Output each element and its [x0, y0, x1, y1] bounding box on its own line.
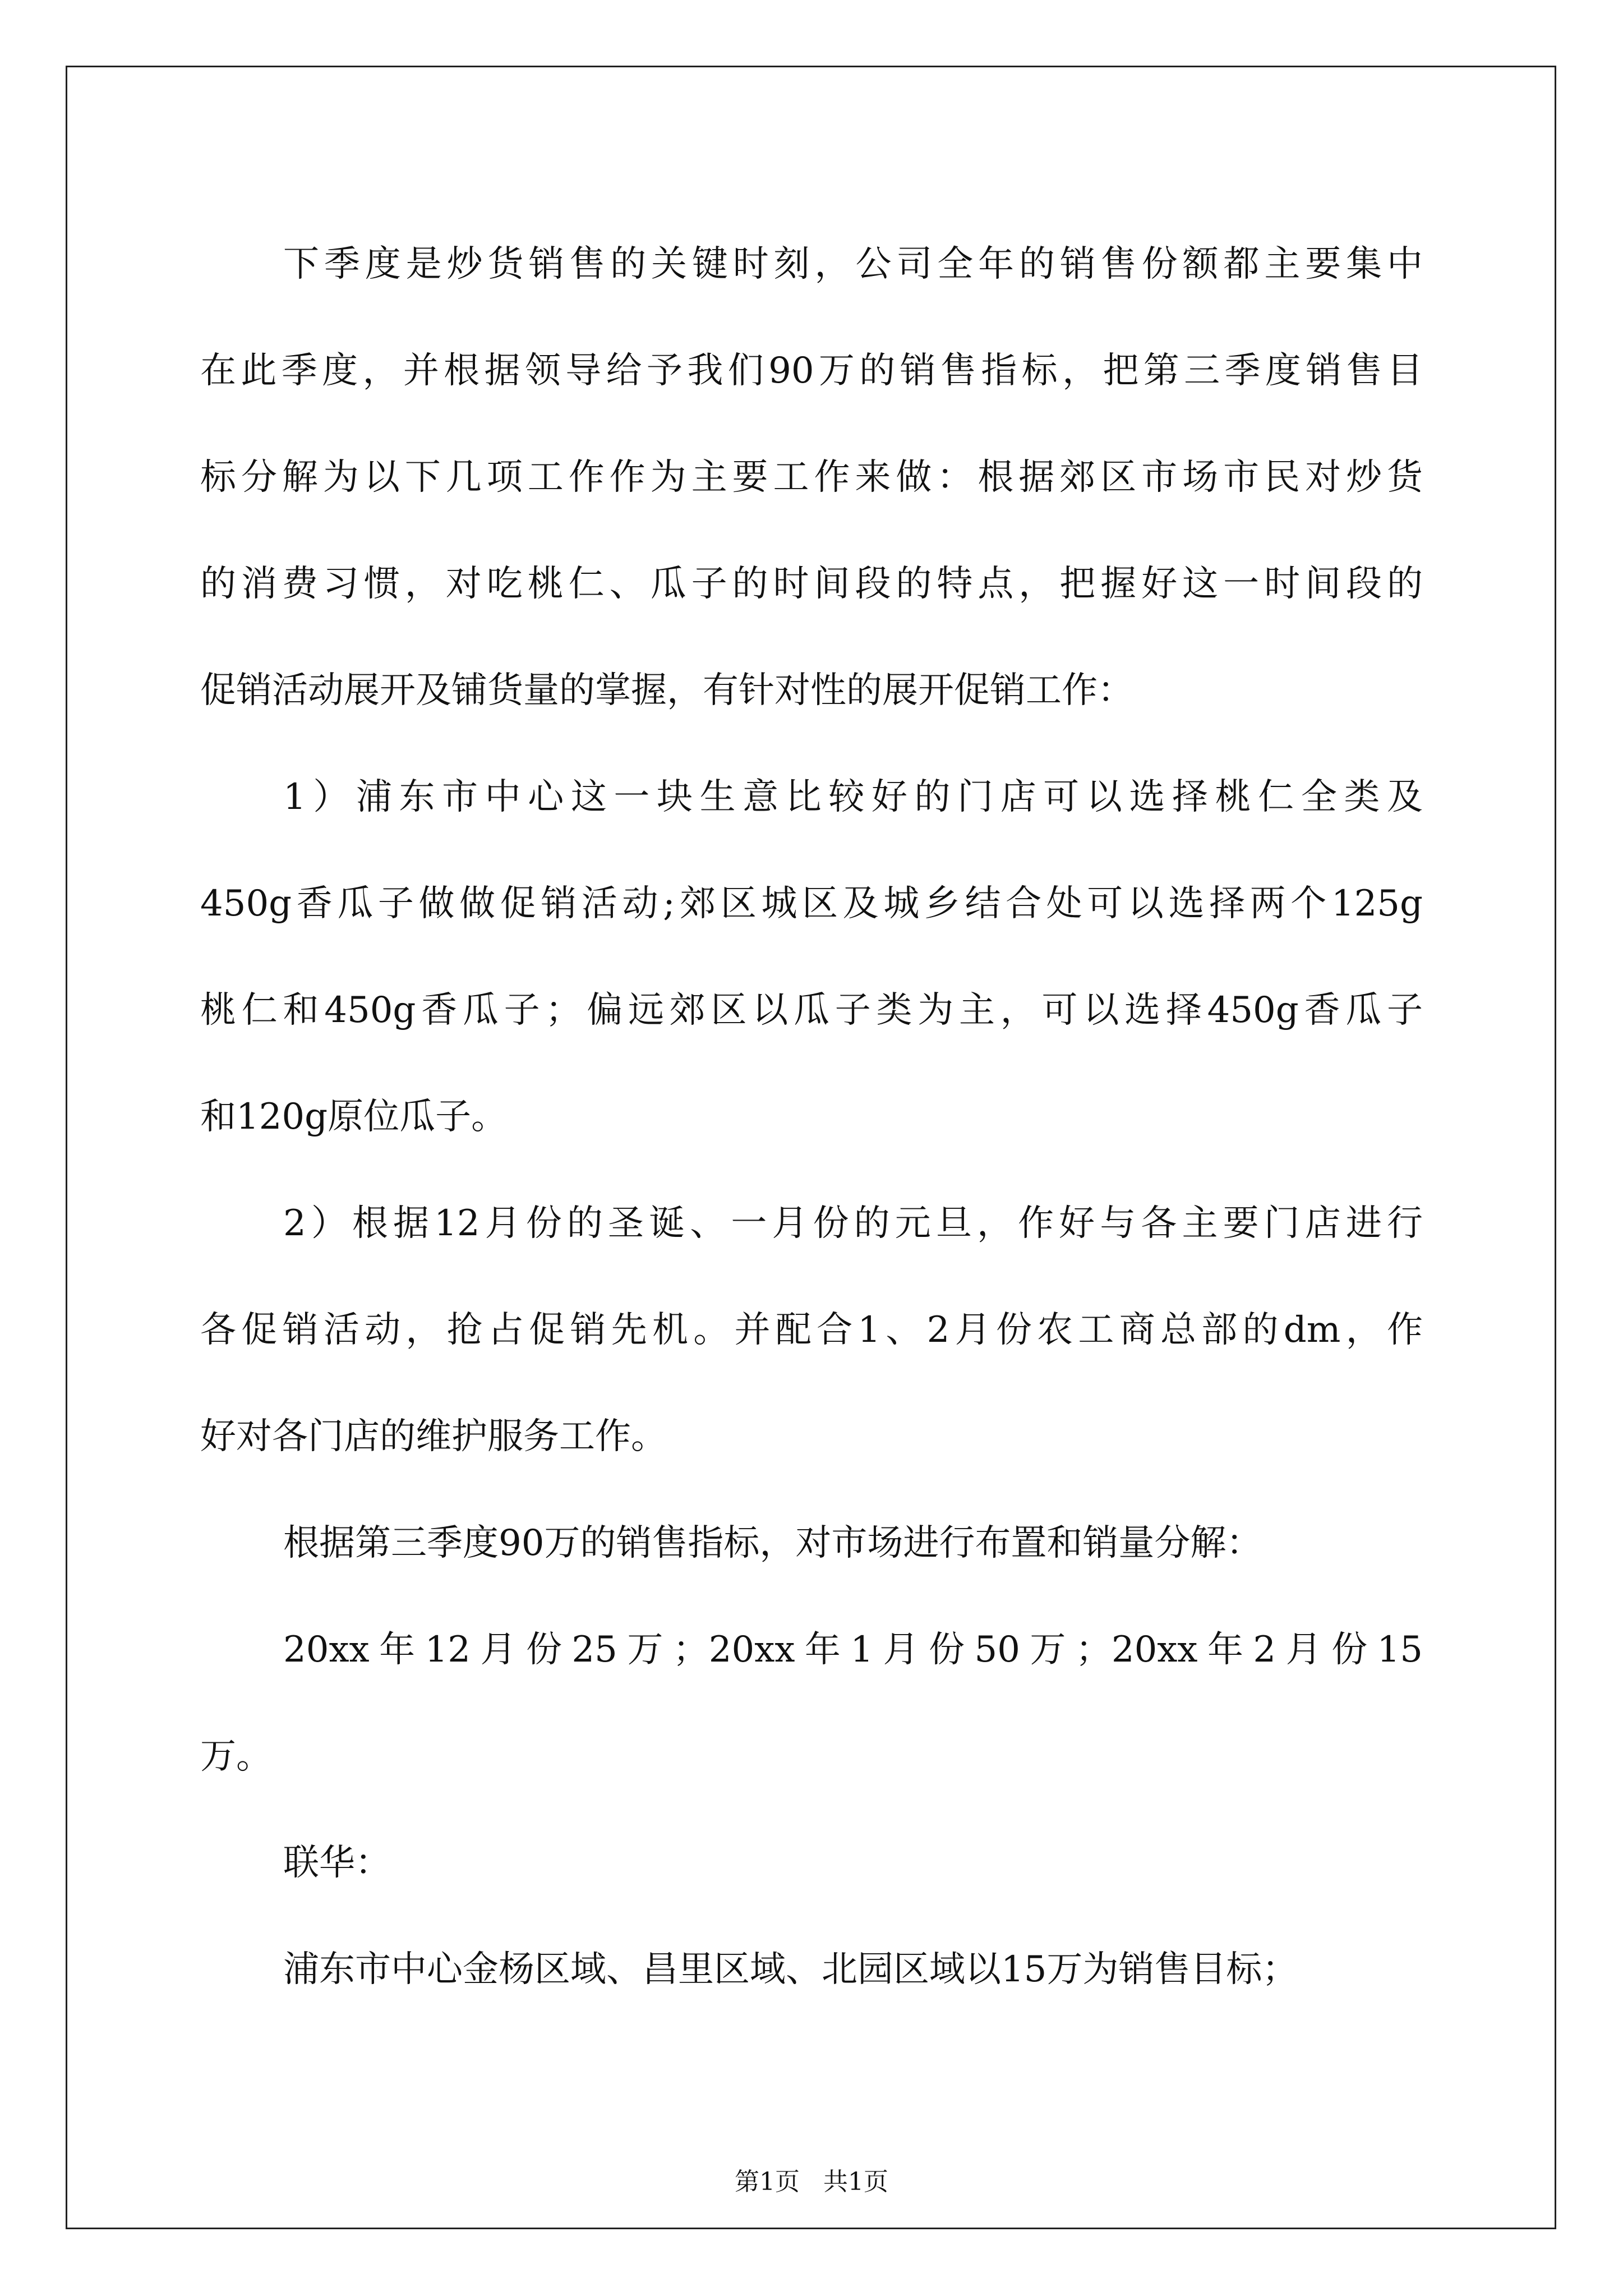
text-line: 好对各门店的维护服务工作。: [200, 1416, 667, 1457]
text-line: 标分解为以下几项工作作为主要工作来做：根据郊区市场市民对炒货: [200, 457, 1423, 498]
text-line: 的消费习惯，对吃桃仁、瓜子的时间段的特点，把握好这一时间段的: [200, 563, 1423, 605]
document-body: [200, 211, 1423, 2023]
text-line: 20xx年12月份25万；20xx年1月份50万；20xx年2月份15: [283, 1629, 1423, 1671]
text-line: 浦东市中心金杨区域、昌里区域、北园区域以15万为销售目标；: [283, 1949, 1298, 1990]
text-line: 2）根据12月份的圣诞、一月份的元旦，作好与各主要门店进行: [283, 1203, 1423, 1244]
text-line: 1）浦东市中心这一块生意比较好的门店可以选择桃仁全类及: [283, 776, 1423, 818]
text-line: 和120g原位瓜子。: [200, 1096, 508, 1138]
text-line: 联华：: [283, 1842, 391, 1884]
text-line: 根据第三季度90万的销售指标，对市场进行布置和销量分解：: [283, 1522, 1262, 1564]
text-line: 万。: [200, 1736, 272, 1777]
text-line: 下季度是炒货销售的关键时刻，公司全年的销售份额都主要集中: [283, 243, 1423, 285]
text-line: 在此季度，并根据领导给予我们90万的销售指标，把第三季度销售目: [200, 350, 1423, 392]
page-number-footer: 第1页 共1页: [735, 2168, 888, 2196]
text-line: 促销活动展开及铺货量的掌握，有针对性的展开促销工作：: [200, 670, 1133, 711]
text-line: 桃仁和450g香瓜子；偏远郊区以瓜子类为主，可以选择450g香瓜子: [200, 990, 1423, 1031]
text-line: 450g香瓜子做做促销活动;郊区城区及城乡结合处可以选择两个125g: [200, 883, 1423, 924]
text-line: 各促销活动，抢占促销先机。并配合1、2月份农工商总部的dm，作: [200, 1309, 1423, 1351]
